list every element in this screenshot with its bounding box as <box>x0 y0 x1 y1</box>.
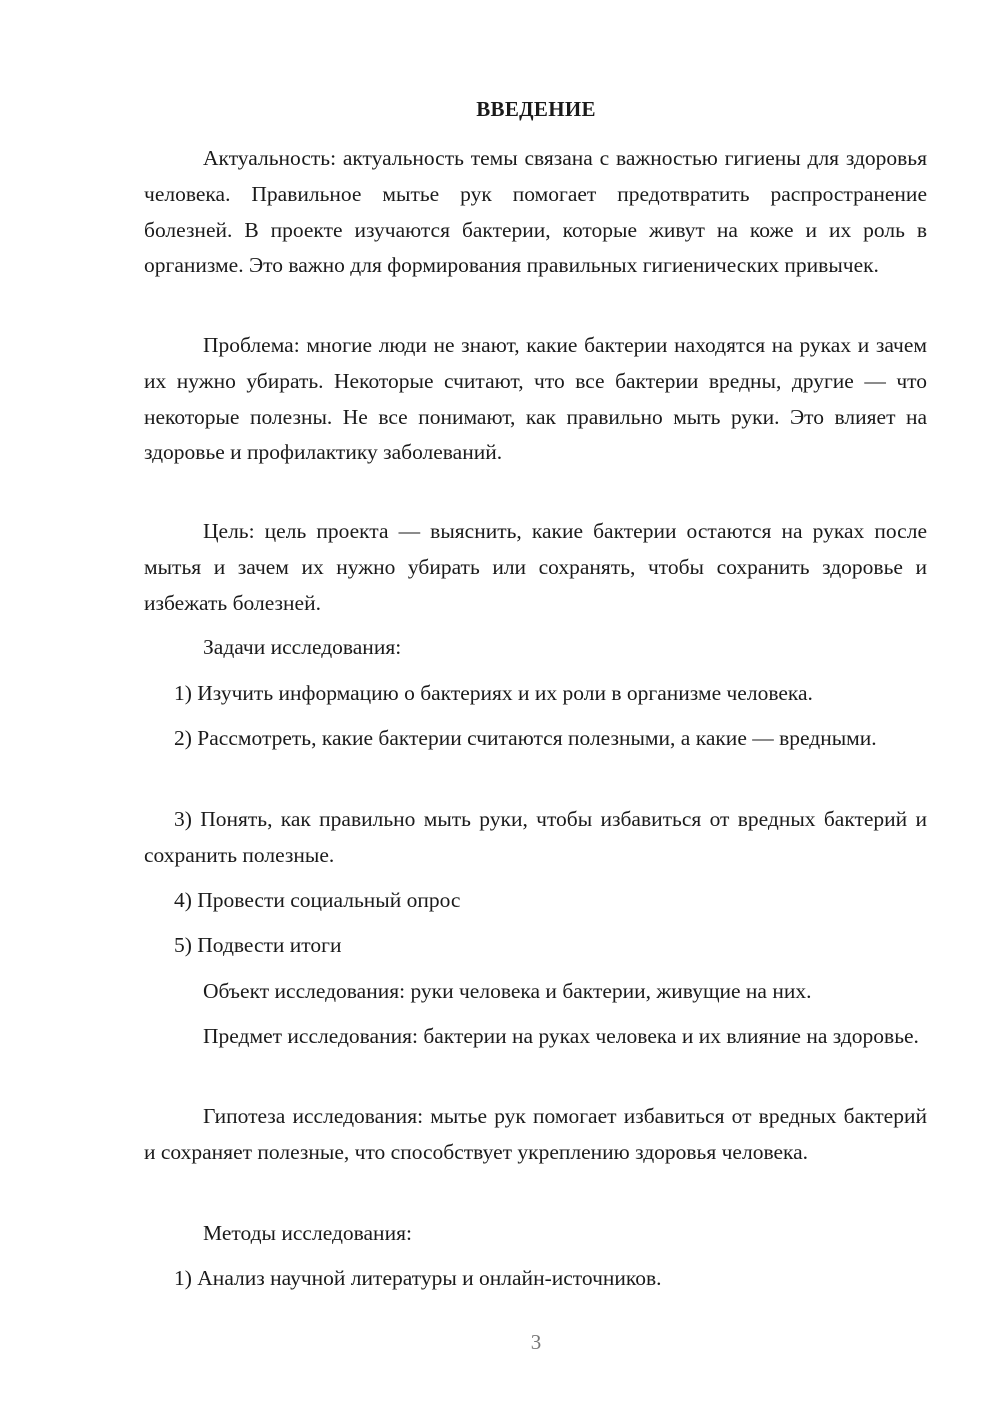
object-paragraph: Объект исследования: руки человека и бактерии, живущие на них. <box>203 979 812 1003</box>
method-item-1: 1) Анализ научной литературы и онлайн-источников. <box>174 1266 662 1290</box>
methods-heading: Методы исследования: <box>203 1221 412 1245</box>
page-number: 3 <box>530 1330 542 1354</box>
problem-paragraph: Проблема: многие люди не знают, какие бактерии находятся на руках и зачем их нужно убирать. Некоторые считают, что все бактерии вредны, другие — что некоторые полезны. Не все понимают, как правильно мыть руки. Это влияет на здоровье и профилактику заболеваний. <box>144 333 927 465</box>
task-item-3: 3) Понять, как правильно мыть руки, чтобы избавиться от вредных бактерий и сохранить полезные. <box>144 807 927 867</box>
tasks-heading: Задачи исследования: <box>203 635 402 659</box>
task-item-5: 5) Подвести итоги <box>174 933 342 957</box>
task-item-2: 2) Рассмотреть, какие бактерии считаются полезными, а какие — вредными. <box>174 726 877 750</box>
subject-paragraph: Предмет исследования: бактерии на руках человека и их влияние на здоровье. <box>203 1024 919 1048</box>
relevance-paragraph: Актуальность: актуальность темы связана с важностью гигиены для здоровья человека. Правильное мытье рук помогает предотвратить распространение болезней. В проекте изучаются бактерии, которые живут на коже и их роль в организме. Это важно для формирования правильных гигиенических привычек. <box>144 146 927 278</box>
hypothesis-paragraph: Гипотеза исследования: мытье рук помогает избавиться от вредных бактерий и сохраняет полезные, что способствует укреплению здоровья человека. <box>144 1104 927 1164</box>
task-item-1: 1) Изучить информацию о бактериях и их роли в организме человека. <box>174 681 813 705</box>
section-title: ВВЕДЕНИЕ <box>476 97 596 121</box>
task-item-4: 4) Провести социальный опрос <box>174 888 461 912</box>
goal-paragraph: Цель: цель проекта — выяснить, какие бактерии остаются на руках после мытья и зачем их нужно убирать или сохранять, чтобы сохранить здоровье и избежать болезней. <box>144 519 927 615</box>
